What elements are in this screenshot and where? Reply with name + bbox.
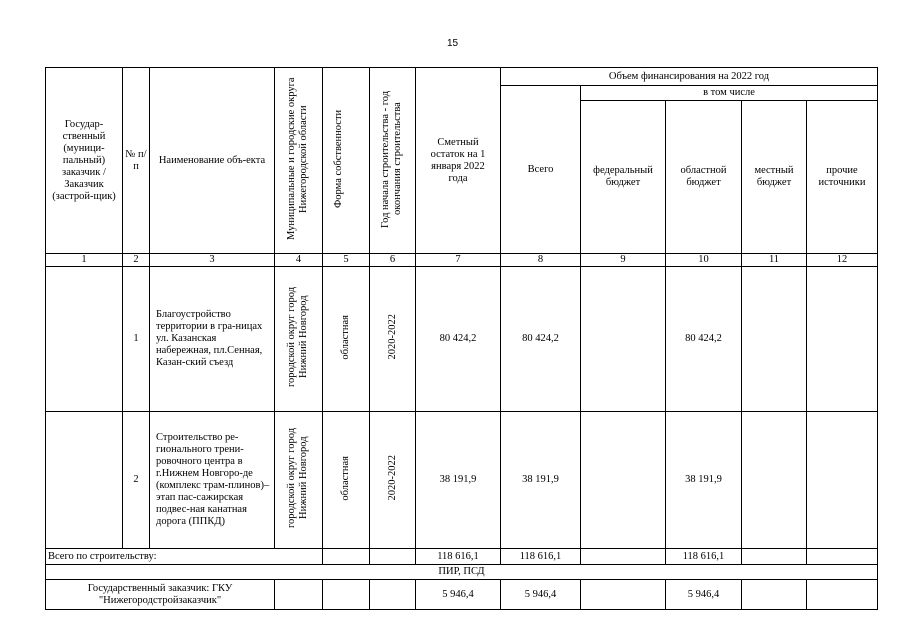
- row1-federal: [581, 267, 666, 412]
- row2-municipality: [275, 412, 323, 549]
- row1-ownership: [323, 267, 370, 412]
- summary-local: [742, 549, 807, 565]
- table-row: [46, 267, 878, 412]
- header-local: местный бюджет: [742, 101, 807, 254]
- pir-customer: Государственный заказчик: ГКУ "Нижегородстройзаказчик": [46, 580, 275, 610]
- section-label: ПИР, ПСД: [46, 565, 878, 580]
- col-num-12: 12: [807, 254, 878, 267]
- summary-regional: 118 616,1: [666, 549, 742, 565]
- header-regional: областной бюджет: [666, 101, 742, 254]
- row2-name: Строительство ре-гионального трени-ровочного центра в г.Нижнем Новгоро-де (комплекс трам-плинов)–этап пас-сажирская подвес-ная канатная дорога (ППКД): [150, 412, 275, 549]
- row1-local: [742, 267, 807, 412]
- pir-row: [46, 580, 878, 610]
- row2-years: [370, 412, 416, 549]
- section-row: [46, 565, 878, 580]
- row2-local: [742, 412, 807, 549]
- col-num-10: 10: [666, 254, 742, 267]
- table-row: [46, 412, 878, 549]
- summary-ownership: [323, 549, 370, 565]
- header-num: № п/п: [123, 68, 150, 254]
- header-object-name: Наименование объ-екта: [150, 68, 275, 254]
- summary-other: [807, 549, 878, 565]
- pir-other: [807, 580, 878, 610]
- col-num-9: 9: [581, 254, 666, 267]
- header-ownership: [323, 68, 370, 254]
- page-number: 15: [446, 38, 459, 49]
- col-num-2: 2: [123, 254, 150, 267]
- summary-total: 118 616,1: [501, 549, 581, 565]
- row1-other: [807, 267, 878, 412]
- row2-estimated-balance: 38 191,9: [416, 412, 501, 549]
- row2-ownership: [323, 412, 370, 549]
- header-customer: Государ-ственный (муници-пальный) заказчик / Заказчик (застрой-щик): [46, 68, 123, 254]
- pir-municipality: [275, 580, 323, 610]
- pir-ownership: [323, 580, 370, 610]
- row1-num: 1: [123, 267, 150, 412]
- col-num-3: 3: [150, 254, 275, 267]
- row2-regional: 38 191,9: [666, 412, 742, 549]
- row1-name: Благоустройство территории в гра-ницах ул. Казанская набережная, пл.Сенная, Казан-ский съезд: [150, 267, 275, 412]
- header-municipality-text: Муниципальные и городские округа Нижегородской области: [285, 77, 309, 240]
- header-financing-title: Объем финансирования на 2022 год: [501, 68, 878, 86]
- row1-years: [370, 267, 416, 412]
- financing-table: [45, 67, 878, 610]
- row1-municipality-text: городской округ город Нижний Новгород: [285, 286, 309, 388]
- col-num-11: 11: [742, 254, 807, 267]
- pir-local: [742, 580, 807, 610]
- summary-row: [46, 549, 878, 565]
- header-years-text: Год начала строительства - год окончания строительства: [379, 89, 403, 228]
- pir-total: 5 946,4: [501, 580, 581, 610]
- col-num-7: 7: [416, 254, 501, 267]
- row2-federal: [581, 412, 666, 549]
- pir-regional: 5 946,4: [666, 580, 742, 610]
- row1-regional: 80 424,2: [666, 267, 742, 412]
- row2-municipality-text: городской округ город Нижний Новгород: [285, 427, 309, 529]
- row2-total: 38 191,9: [501, 412, 581, 549]
- row2-ownership-text: областная: [340, 455, 351, 501]
- row2-customer: [46, 412, 123, 549]
- row1-years-text: 2020-2022: [386, 314, 398, 360]
- row1-total: 80 424,2: [501, 267, 581, 412]
- col-num-5: 5: [323, 254, 370, 267]
- pir-federal: [581, 580, 666, 610]
- row1-municipality: [275, 267, 323, 412]
- col-num-4: 4: [275, 254, 323, 267]
- header-estimated-balance: Сметный остаток на 1 января 2022 года: [416, 68, 501, 254]
- col-num-1: 1: [46, 254, 123, 267]
- col-num-6: 6: [370, 254, 416, 267]
- header-total: Всего: [501, 86, 581, 254]
- column-numbers-row: [46, 254, 878, 267]
- header-federal: федеральный бюджет: [581, 101, 666, 254]
- row2-other: [807, 412, 878, 549]
- header-municipality: [275, 68, 323, 254]
- summary-estimated-balance: 118 616,1: [416, 549, 501, 565]
- row2-years-text: 2020-2022: [386, 455, 398, 501]
- summary-federal: [581, 549, 666, 565]
- summary-years: [370, 549, 416, 565]
- row2-num: 2: [123, 412, 150, 549]
- header-other: прочие источники: [807, 101, 878, 254]
- row1-customer: [46, 267, 123, 412]
- row1-ownership-text: областная: [340, 314, 351, 360]
- header-ownership-text: Форма собственности: [333, 109, 344, 208]
- header-including: в том числе: [581, 86, 878, 101]
- pir-estimated-balance: 5 946,4: [416, 580, 501, 610]
- header-years: [370, 68, 416, 254]
- pir-years: [370, 580, 416, 610]
- summary-label: Всего по строительству:: [46, 549, 323, 565]
- row1-estimated-balance: 80 424,2: [416, 267, 501, 412]
- col-num-8: 8: [501, 254, 581, 267]
